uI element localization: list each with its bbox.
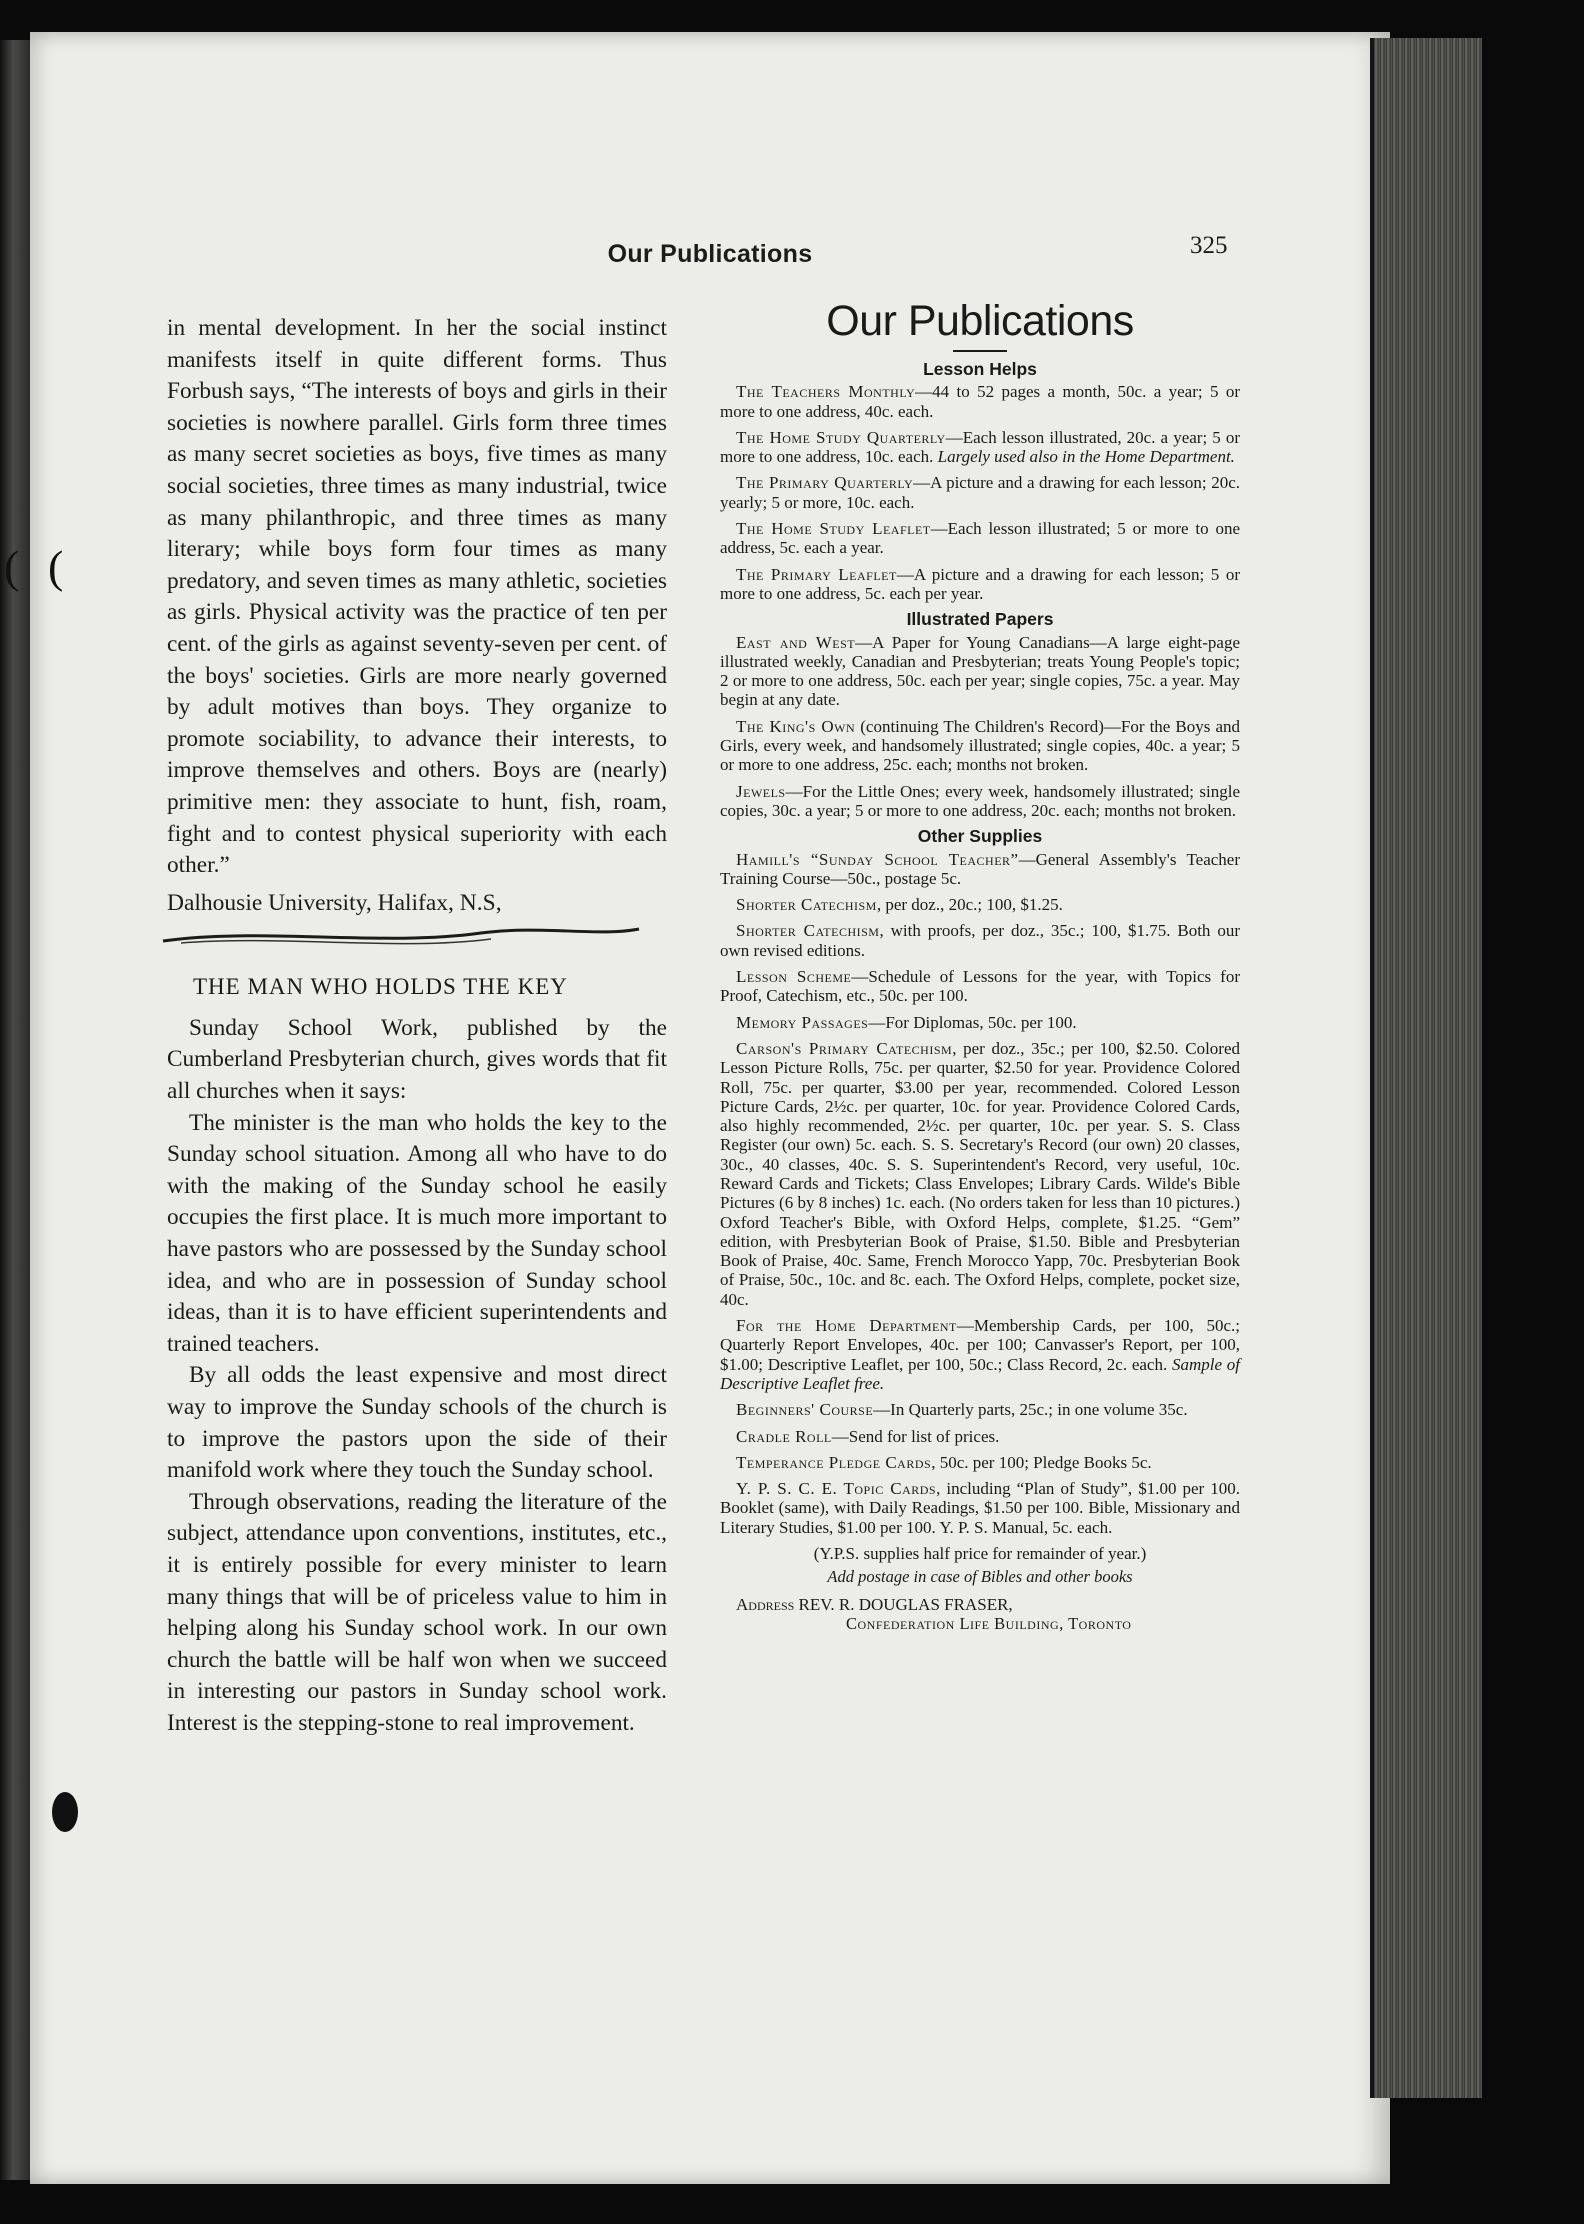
binding-hole [52,1792,78,1832]
publications-column [720,296,1240,1633]
article-paragraph: The minister is the man who holds the key to the Sunday school situation. Among all who have to do with the making of the Sunday school he easily occupies the first place. It is much more important to have pastors who are possessed by the Sunday school idea, and who are in possession of Sunday school ideas, than it is to have efficient superintendents and trained teachers. [167,1109,667,1357]
half-price-notice: (Y.P.S. supplies half price for remainder of year.) [813,1544,1147,1564]
decorative-rule [161,921,641,955]
page-stack-edges [1370,38,1482,2098]
article-continuation: in mental development. In her the social instinct manifests itself in quite different forms. Thus Forbush says, “The interests of boys and girls in their societies is nowhere parallel. Girls form three times as many secret societies as boys, five times as many social societies, three times as many industrial, twice as many philanthropic, and three times as many literary; while boys form four times as many predatory, and seven times as many athletic, societies as girls. Physical activity was the practice of ten per cent. of the girls as against seventy-seven per cent. of the boys' societies. Girls are more nearly governed by adult motives than boys. They organize to promote sociability, to advance their interests, to improve themselves and others. Boys are (nearly) primitive men: they associate to hunt, fish, roam, fight and to contest physical superiority with each other.” [167,315,667,879]
article-paragraph: Sunday School Work, published by the Cumberland Presbyterian church, gives words that fit all churches when it says: [167,1014,667,1105]
book-spine-edge [0,40,30,2180]
publications-title: Our Publications [826,297,1134,345]
left-column [167,313,667,1740]
catalog-entry: The Home Study Leaflet—Each lesson illustrated; 5 or more to one address, 5c. each a year. [720,519,1240,558]
address-building: Confederation Life Building, Toronto [846,1613,1132,1633]
author-signature: Dalhousie University, Halifax, N.S, [167,889,502,916]
catalog-entry: Shorter Catechism, per doz., 20c.; 100, $1.25. [736,895,1063,915]
address-line: Address REV. R. DOUGLAS FRASER, [736,1594,1013,1614]
catalog-entry: The Home Study Quarterly—Each lesson illustrated, 20c. a year; 5 or more to one address, 10c. each. Largely used also in the Home Department. [720,427,1240,467]
catalog-entry: Memory Passages—For Diplomas, 50c. per 100. [736,1012,1077,1032]
catalog-entry: Y. P. S. C. E. Topic Cards, including “Plan of Study”, $1.00 per 100. Booklet (same), with Daily Readings, $1.50 per 100. Bible, Missionary and Literary Studies, $1.00 per 100. Y. P. S. Manual, 5c. each. [720,1479,1240,1537]
binding-mark: ( [48,541,64,592]
catalog-entry: The Primary Quarterly—A picture and a drawing for each lesson; 20c. yearly; 5 or more, 10c. each. [720,473,1241,512]
section-heading-illustrated-papers: Illustrated Papers [906,609,1054,630]
catalog-entry: East and West—A Paper for Young Canadians—A large eight-page illustrated weekly, Canadian and Presbyterian; treats Young People's topic; 2 or more to one address, 50c. each per year; single copies, 75c. a year. May begin at any date. [720,632,1240,710]
catalog-entry: Hamill's “Sunday School Teacher”—General Assembly's Teacher Training Course—50c., postage 5c. [720,849,1240,888]
catalog-entry: The Primary Leaflet—A picture and a drawing for each lesson; 5 or more to one address, 5c. each per year. [720,564,1240,603]
catalog-entry: For the Home Department—Membership Cards, per 100, 50c.; Quarterly Report Envelopes, 40c. per 100; Canvasser's Report, per 100, $1.00; Descriptive Leaflet, per 100, 50c.; Class Record, 2c. each. Sample of Descriptive Leaflet free. [720,1316,1240,1393]
catalog-entry: Lesson Scheme—Schedule of Lessons for the year, with Topics for Proof, Catechism, etc., 50c. per 100. [720,967,1240,1006]
catalog-entry: Shorter Catechism, with proofs, per doz., 35c.; 100, $1.75. Both our own revised editions. [720,921,1240,960]
postage-note: Add postage in case of Bibles and other books [827,1567,1133,1587]
catalog-entry: Carson's Primary Catechism, per doz., 35c.; per 100, $2.50. Colored Lesson Picture Rolls, 75c. per quarter, $2.50 for year. Providence Colored Roll, 75c. per quarter, $3.00 per year, recommended. Colored Lesson Picture Cards, 2½c. per quarter, 10c. for year. Providence Colored Cards, also highly recommended, 2½c. per quarter, 10c. per year. S. S. Class Register (our own) 5c. each. S. S. Secretary's Record (our own) 20 classes, 30c., 40 classes, 40c. S. S. Superintendent's Record, very useful, 10c. Reward Cards and Tickets; Class Envelopes; Library Cards. Wilde's Bible Pictures (6 by 8 inches) 1c. each. (No orders taken for less than 10 pictures.) Oxford Teacher's Bible, with Oxford Helps, complete, $1.25. “Gem” edition, with Presbyterian Book of Praise, $1.50. Bible and Presbyterian Book of Praise, 40c. Same, French Morocco Yapp, 70c. Presbyterian Book of Praise, 50c., 10c. and 8c. each. The Oxford Helps, complete, pocket size, 40c. [720,1038,1240,1309]
title-rule [953,350,1007,352]
page-number: 325 [1190,232,1228,259]
catalog-entry: The Teachers Monthly—44 to 52 pages a month, 50c. a year; 5 or more to one address, 40c. each. [720,382,1240,421]
section-heading-lesson-helps: Lesson Helps [923,359,1037,379]
article-title: THE MAN WHO HOLDS THE KEY [193,974,568,1000]
article-paragraph: By all odds the least expensive and most direct way to improve the Sunday schools of the church is to improve the pastors upon the side of their manifold work where they touch the Sunday school. [167,1362,667,1484]
catalog-entry: Jewels—For the Little Ones; every week, handsomely illustrated; single copies, 30c. a year; 5 or more to one address, 20c. each; months not broken. [720,781,1240,820]
binding-mark: ( [4,541,20,592]
section-heading-other-supplies: Other Supplies [917,826,1043,847]
catalog-entry: Cradle Roll—Send for list of prices. [736,1426,1000,1446]
article-paragraph: Through observations, reading the literature of the subject, attendance upon conventions, institutes, etc., it is entirely possible for every minister to learn many things that will be of priceless value to him in helping along his Sunday school work. In our own church the battle will be half won when we succeed in interesting our pastors in Sunday school work. Interest is the stepping-stone to real improvement. [167,1488,667,1736]
catalog-entry: Temperance Pledge Cards, 50c. per 100; Pledge Books 5c. [736,1452,1152,1472]
catalog-entry: Beginners' Course—In Quarterly parts, 25c.; in one volume 35c. [736,1400,1188,1420]
running-title: Our Publications [607,240,813,268]
catalog-entry: The King's Own (continuing The Children's Record)—For the Boys and Girls, every week, and handsomely illustrated; single copies, 40c. a year; 5 or more to one address, 25c. each; months not broken. [720,716,1240,775]
